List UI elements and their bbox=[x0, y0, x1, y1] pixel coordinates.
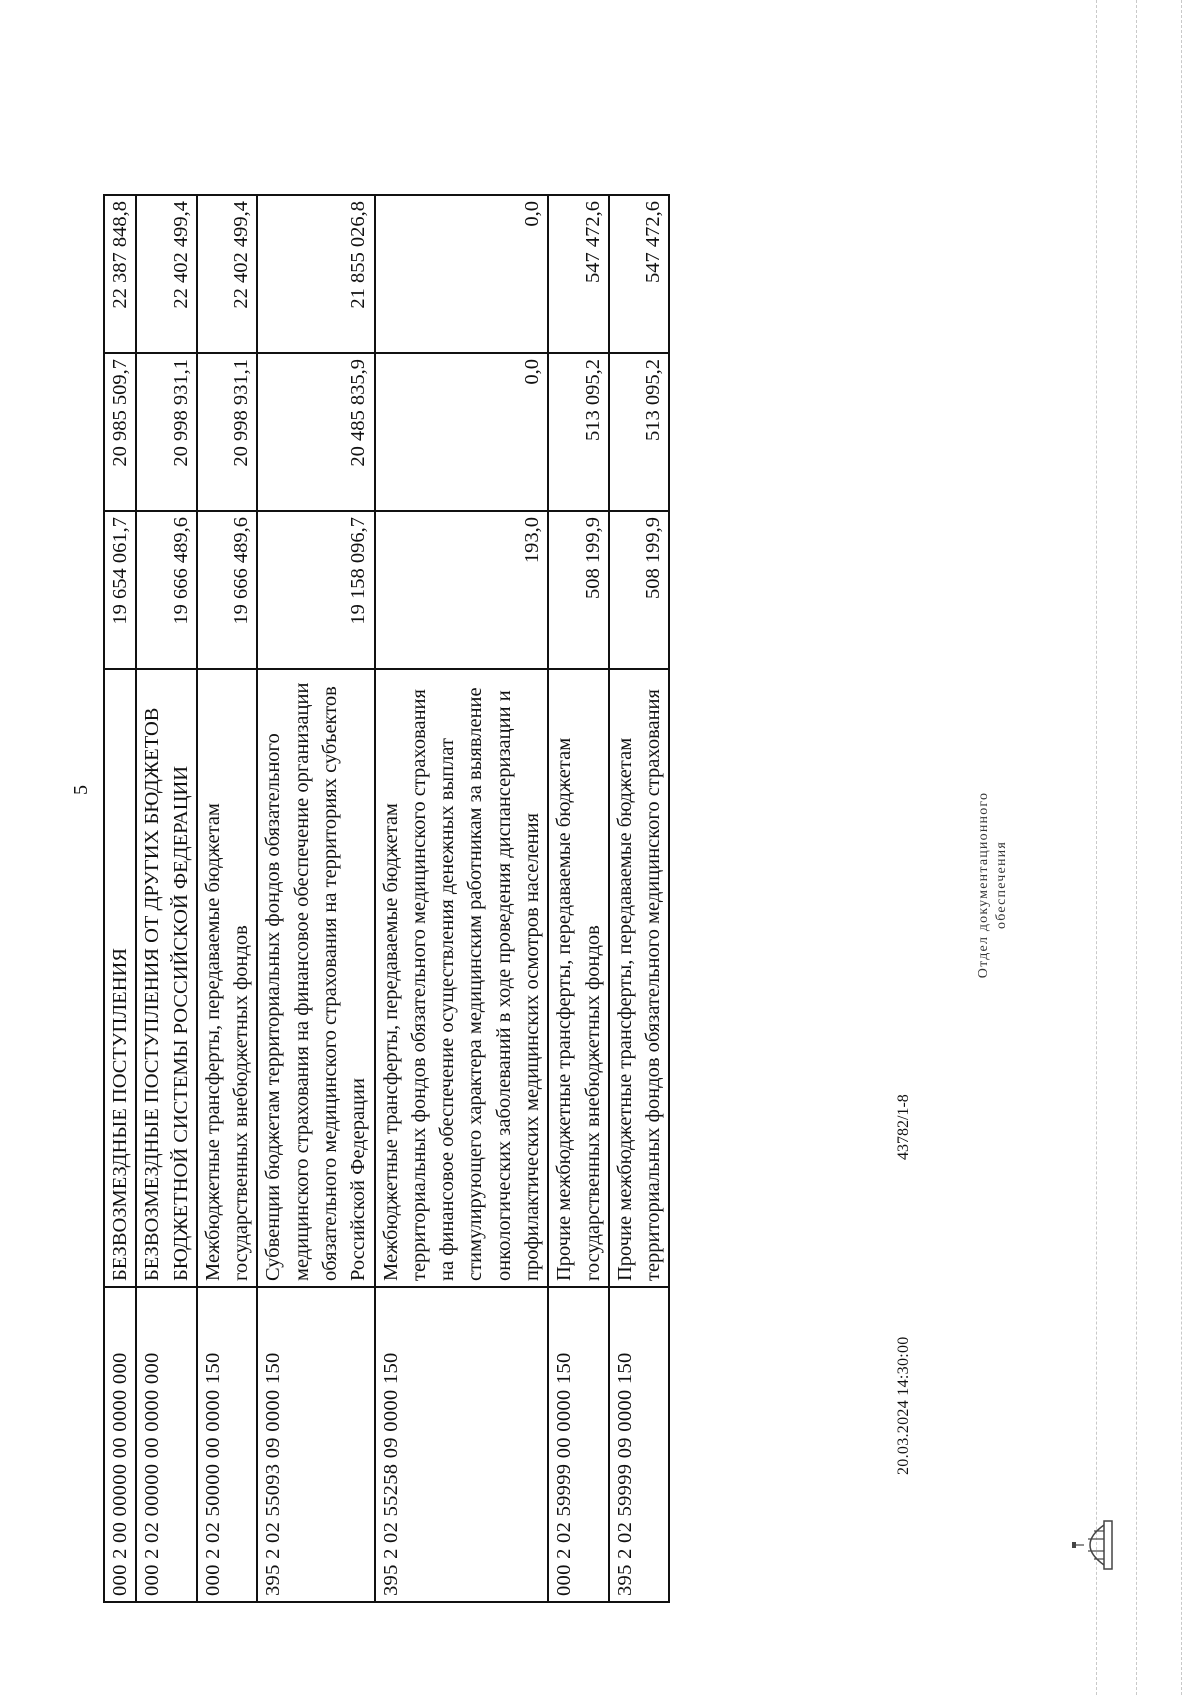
amount-cell-1: 19 666 489,6 bbox=[197, 511, 258, 669]
revenue-name-cell: БЕЗВОЗМЕЗДНЫЕ ПОСТУПЛЕНИЯ bbox=[104, 669, 136, 1287]
amount-cell-1: 508 199,9 bbox=[609, 511, 670, 669]
table-row bbox=[375, 195, 549, 1602]
revenue-name-cell: БЕЗВОЗМЕЗДНЫЕ ПОСТУПЛЕНИЯ ОТ ДРУГИХ БЮДЖЕТОВ БЮДЖЕТНОЙ СИСТЕМЫ РОССИЙСКОЙ ФЕДЕРАЦИИ bbox=[136, 669, 197, 1287]
amount-cell-3: 0,0 bbox=[375, 195, 549, 353]
amount-cell-3: 547 472,6 bbox=[548, 195, 609, 353]
table-row bbox=[257, 195, 374, 1602]
budget-code-cell: 395 2 02 55093 09 0000 150 bbox=[257, 1287, 374, 1602]
amount-cell-2: 513 095,2 bbox=[609, 353, 670, 511]
amount-cell-1: 19 158 096,7 bbox=[257, 511, 374, 669]
budget-code-cell: 000 2 00 00000 00 0000 000 bbox=[104, 1287, 136, 1602]
revenue-name-cell: Межбюджетные трансферты, передаваемые бюджетам государственных внебюджетных фондов bbox=[197, 669, 258, 1287]
budget-code-cell: 000 2 02 59999 00 0000 150 bbox=[548, 1287, 609, 1602]
amount-cell-3: 22 402 499,4 bbox=[136, 195, 197, 353]
amount-cell-3: 22 402 499,4 bbox=[197, 195, 258, 353]
amount-cell-2: 0,0 bbox=[375, 353, 549, 511]
amount-cell-1: 19 654 061,7 bbox=[104, 511, 136, 669]
table-row bbox=[104, 195, 136, 1602]
amount-cell-2: 20 998 931,1 bbox=[197, 353, 258, 511]
stamp-line-2: обеспечения bbox=[993, 841, 1009, 929]
amount-cell-2: 20 985 509,7 bbox=[104, 353, 136, 511]
amount-cell-2: 20 998 931,1 bbox=[136, 353, 197, 511]
budget-code-cell: 000 2 02 50000 00 0000 150 bbox=[197, 1287, 258, 1602]
table-row bbox=[609, 195, 670, 1602]
budget-code-cell: 395 2 02 59999 09 0000 150 bbox=[609, 1287, 670, 1602]
table-row bbox=[197, 195, 258, 1602]
budget-code-cell: 395 2 02 55258 09 0000 150 bbox=[375, 1287, 549, 1602]
page-number: 5 bbox=[70, 785, 92, 795]
duma-logo-icon bbox=[1070, 1515, 1118, 1575]
stamp-line-1: Отдел документационного bbox=[976, 791, 991, 979]
budget-code-cell: 000 2 02 00000 00 0000 000 bbox=[136, 1287, 197, 1602]
revenue-name-cell: Межбюджетные трансферты, передаваемые бюджетам территориальных фондов обязательного медицинского страхования на финансовое обеспечение осуществления денежных выплат стимулирующего характера медицинским работникам за выявление онкологических заболеваний в ходе проведения диспансеризации и профилактических медицинских осмотров населения bbox=[375, 669, 549, 1287]
amount-cell-1: 193,0 bbox=[375, 511, 549, 669]
revenue-name-cell: Прочие межбюджетные трансферты, передаваемые бюджетам государственных внебюджетных фондов bbox=[548, 669, 609, 1287]
revenue-name-cell: Субвенции бюджетам территориальных фондов обязательного медицинского страхования на финансовое обеспечение организации обязательного медицинского страхования на территориях субъектов Российской Федерации bbox=[257, 669, 374, 1287]
amount-cell-2: 513 095,2 bbox=[548, 353, 609, 511]
table-row bbox=[548, 195, 609, 1602]
footer-document-number: 43782/1-8 bbox=[895, 1094, 912, 1160]
footer-datetime: 20.03.2024 14:30:00 bbox=[895, 1336, 912, 1475]
amount-cell-2: 20 485 835,9 bbox=[257, 353, 374, 511]
amount-cell-1: 508 199,9 bbox=[548, 511, 609, 669]
department-stamp bbox=[975, 775, 1010, 995]
revenue-table bbox=[103, 194, 670, 1603]
amount-cell-1: 19 666 489,6 bbox=[136, 511, 197, 669]
amount-cell-3: 22 387 848,8 bbox=[104, 195, 136, 353]
amount-cell-3: 21 855 026,8 bbox=[257, 195, 374, 353]
revenue-name-cell: Прочие межбюджетные трансферты, передаваемые бюджетам территориальных фондов обязательного медицинского страхования bbox=[609, 669, 670, 1287]
table-row bbox=[136, 195, 197, 1602]
amount-cell-3: 547 472,6 bbox=[609, 195, 670, 353]
